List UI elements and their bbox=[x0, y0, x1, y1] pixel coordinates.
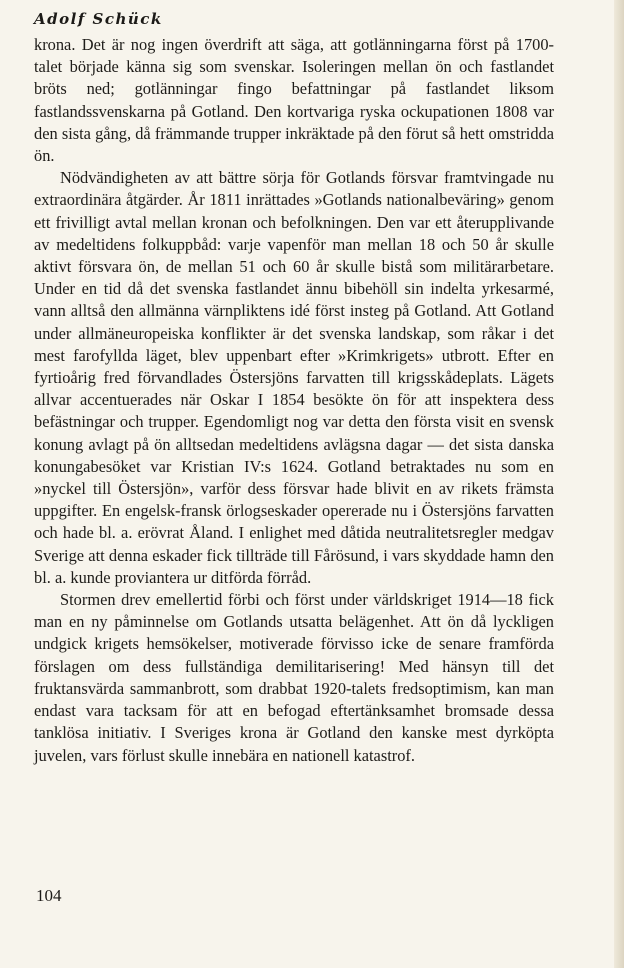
running-head: Adolf Schück bbox=[34, 10, 163, 28]
page-edge bbox=[614, 0, 624, 968]
paragraph-3: Stormen drev emellertid förbi och först under världskriget 1914—18 fick man en ny påminnelse om Gotlands utsatta belägenhet. Att ön då lyckligen undgick krigets hemsökelser, motiverade förvisso icke de senare framförda förslagen om dess fullständiga demilitarisering! Med hänsyn till det fruktansvärda sammanbrott, som drabbat 1920-talets fredsoptimism, kan man endast vara tacksam för att en befogad eftertänksamhet bromsade dessa tanklösa initiativ. I Sveriges krona är Gotland den kanske mest dyrköpta juvelen, vars förlust skulle innebära en nationell katastrof. bbox=[34, 590, 554, 765]
paragraph-2: Nödvändigheten av att bättre sörja för Gotlands försvar framtvingade nu extraordinära åtgärder. År 1811 inrättades »Gotlands nationalbeväring» genom ett frivilligt avtal mellan kronan och befolkningen. Den var ett återupplivande av medeltidens folkuppbåd: varje vapenför man mellan 18 och 50 år skulle aktivt försvara ön, de mellan 51 och 60 år skulle bistå som militärarbetare. Under en tid då det svenska fastlandet ännu bibehöll sin indelta yrkesarmé, vann alltså den allmänna värnpliktens idé först insteg på Gotland. Att Gotland under allmäneuropeiska konflikter är det svenska landskap, som råkar i det mest farofyllda läget, blev uppenbart efter »Krimkrigets» utbrott. Efter en fyrtioårig fred förvandlades Östersjöns farvatten till krigsskådeplats. Lägets allvar accentuerades när Oskar I 1854 besökte ön för att inspektera dess befästningar och trupper. Egendomligt nog var detta den första visit en svensk konung avlagt på ön alltsedan medeltidens avlägsna dagar — det sista danska konungabesöket var Kristian IV:s 1624. Gotland betraktades nu som en »nyckel till Östersjön», varför dess försvar hade blivit en av rikets främsta uppgifter. En engelsk-fransk örlogseskader opererade nu i Östersjöns farvatten och hade bl. a. erövrat Åland. I enlighet med dåtida neutralitetsregler medgav Sverige att denna eskader fick tillträde till Fårösund, i vars skyddade hamn den bl. a. kunde proviantera ur ditförda förråd. bbox=[34, 168, 554, 587]
paragraph-1: krona. Det är nog ingen överdrift att säga, att gotlänningarna först på 1700-talet började känna sig som svenskar. Isoleringen mellan ön och fastlandet bröts ned; gotlänningar fingo befattningar på fastlandet liksom fastlandssvenskarna på Gotland. Den kortvariga ryska ockupationen 1808 var den sista gång, då främmande trupper inkräktade på den förut så hett omstridda ön. bbox=[34, 35, 554, 166]
body-text bbox=[34, 34, 554, 767]
page-number: 104 bbox=[36, 886, 62, 905]
